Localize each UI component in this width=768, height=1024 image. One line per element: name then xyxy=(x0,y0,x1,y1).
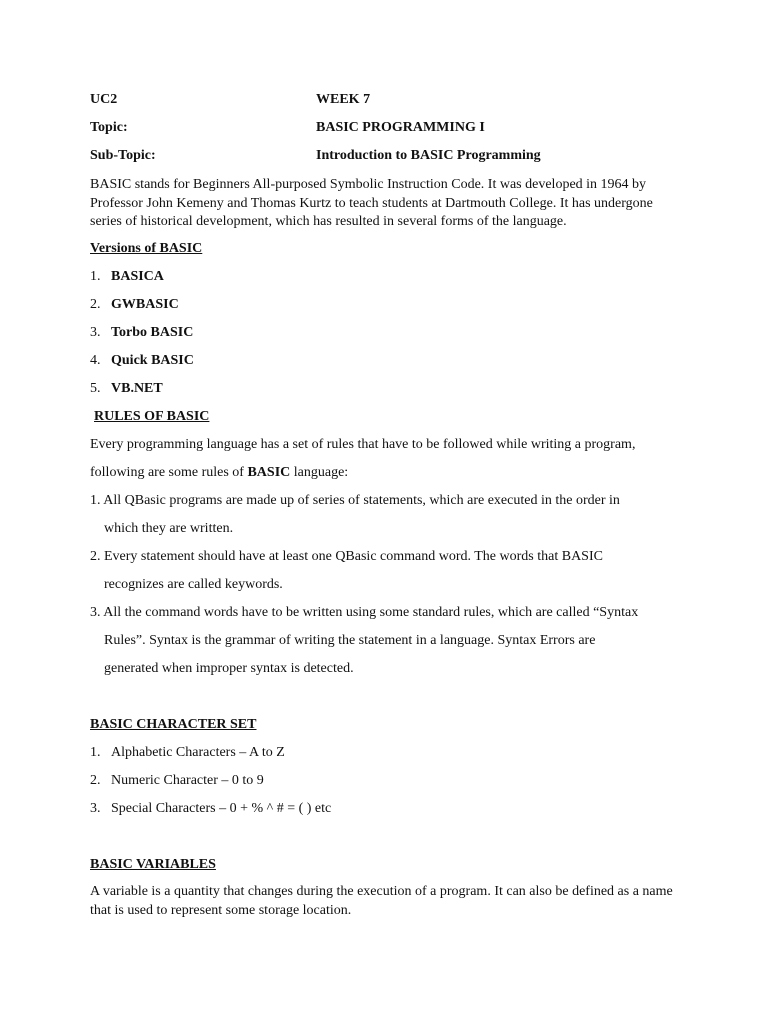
rule-item-continuation xyxy=(90,632,704,650)
list-number: 2. xyxy=(90,773,101,788)
list-number: 2. xyxy=(90,297,101,312)
rule-number: 1. xyxy=(90,493,101,508)
list-item xyxy=(90,380,690,398)
rule-item-continuation xyxy=(90,520,704,538)
list-number: 1. xyxy=(90,269,101,284)
rule-text: which they are written. xyxy=(104,521,234,536)
course-label: UC2 xyxy=(90,92,118,107)
rule-number: 3. xyxy=(90,605,101,620)
rule-text: All the command words have to be written using some standard rules, which are called “Syntax xyxy=(103,605,639,620)
list-item xyxy=(90,352,690,370)
rules-intro-bold: BASIC xyxy=(247,465,291,480)
list-number: 4. xyxy=(90,353,101,368)
rules-intro-line xyxy=(90,464,690,482)
list-item-text: BASICA xyxy=(111,269,164,284)
list-number: 3. xyxy=(90,801,101,816)
charset-heading xyxy=(90,716,690,734)
list-item xyxy=(90,324,690,342)
rule-item-continuation xyxy=(90,660,704,678)
rules-intro-text: language: xyxy=(290,465,349,480)
topic-value: BASIC PROGRAMMING I xyxy=(316,120,485,135)
rule-text: Rules”. Syntax is the grammar of writing the statement in a language. Syntax Errors are xyxy=(104,633,596,648)
list-item-text: Numeric Character – 0 to 9 xyxy=(111,773,264,788)
rules-intro-text: Every programming language has a set of rules that have to be followed while writing a program, xyxy=(90,437,636,452)
rule-item xyxy=(90,548,690,566)
list-item xyxy=(90,800,690,818)
list-item-text: Special Characters – 0 + % ^ # = ( ) etc xyxy=(111,801,332,816)
variables-paragraph xyxy=(90,883,690,920)
list-item-text: Alphabetic Characters – A to Z xyxy=(111,745,285,760)
list-item xyxy=(90,268,690,286)
versions-heading-text: Versions of BASIC xyxy=(90,241,203,256)
list-item-text: VB.NET xyxy=(111,381,163,396)
list-number: 1. xyxy=(90,745,101,760)
list-item xyxy=(90,296,690,314)
rule-text: Every statement should have at least one QBasic command word. The words that BASIC xyxy=(104,549,603,564)
rule-text: All QBasic programs are made up of series of statements, which are executed in the order in xyxy=(103,493,620,508)
variables-heading-text: BASIC VARIABLES xyxy=(90,857,216,872)
subtopic-label: Sub-Topic: xyxy=(90,148,156,163)
rule-item xyxy=(90,604,690,622)
list-item-text: Quick BASIC xyxy=(111,353,194,368)
rule-number: 2. xyxy=(90,549,101,564)
variables-line: A variable is a quantity that changes during the execution of a program. It can also be defined as a name xyxy=(90,884,673,899)
intro-line: Professor John Kemeny and Thomas Kurtz to teach students at Dartmouth College. It has undergone xyxy=(90,195,653,211)
rule-text: recognizes are called keywords. xyxy=(104,577,283,592)
list-item-text: Torbo BASIC xyxy=(111,325,194,340)
rules-intro-text: following are some rules of xyxy=(90,465,248,480)
versions-heading xyxy=(90,240,690,258)
list-number: 5. xyxy=(90,381,101,396)
list-item-text: GWBASIC xyxy=(111,297,179,312)
variables-line: that is used to represent some storage location. xyxy=(90,902,352,918)
list-number: 3. xyxy=(90,325,101,340)
intro-line: BASIC stands for Beginners All-purposed Symbolic Instruction Code. It was developed in 1964 by xyxy=(90,177,647,192)
list-item xyxy=(90,744,690,762)
rules-intro-line xyxy=(90,436,690,454)
week-label: WEEK 7 xyxy=(316,92,371,107)
variables-heading xyxy=(90,856,690,874)
charset-heading-text: BASIC CHARACTER SET xyxy=(90,717,257,732)
subtopic-value: Introduction to BASIC Programming xyxy=(316,148,541,163)
rules-heading xyxy=(94,408,694,426)
rules-heading-text: RULES OF BASIC xyxy=(94,409,210,424)
rule-item xyxy=(90,492,690,510)
intro-line: series of historical development, which has resulted in several forms of the language. xyxy=(90,214,567,229)
intro-paragraph xyxy=(90,176,653,232)
rule-item-continuation xyxy=(90,576,704,594)
topic-label: Topic: xyxy=(90,120,128,135)
rule-text: generated when improper syntax is detected. xyxy=(104,661,354,676)
list-item xyxy=(90,772,690,790)
